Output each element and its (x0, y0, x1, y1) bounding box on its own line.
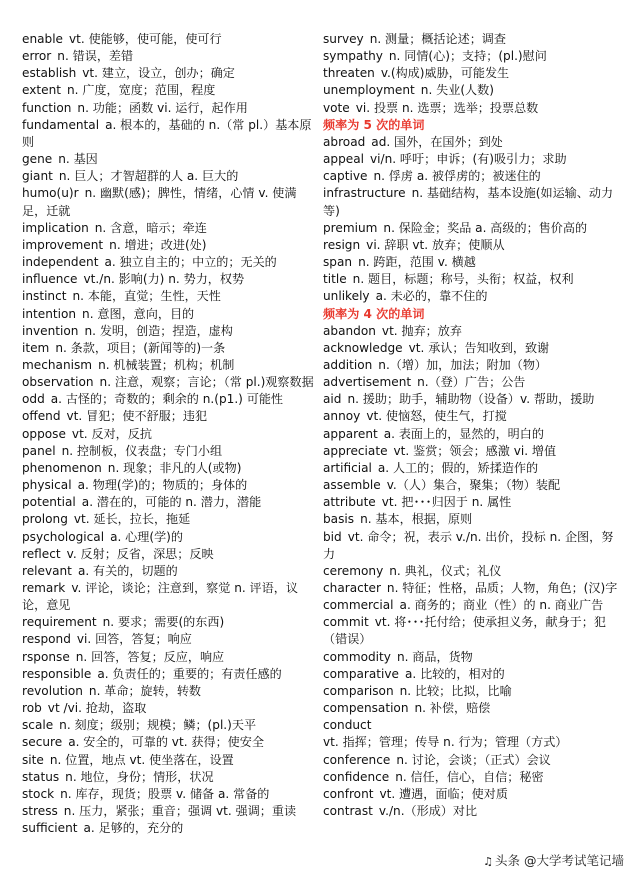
vocab-entry (22, 752, 318, 769)
vocab-word: respond (22, 632, 71, 647)
vocab-definition: vt. 使恼怒，使生气，打搅 (366, 409, 507, 424)
vocab-definition: a. 独立自主的；中立的；无关的 (104, 255, 277, 270)
vocab-definition: a. 比较的，相对的 (405, 666, 505, 681)
vocab-entry (22, 734, 318, 751)
vocab-definition: n. 援助；助手，辅助物（设备）v. 帮助，援助 (347, 392, 595, 407)
vocab-entry (22, 65, 318, 82)
vocab-definition: vt. 鉴赏；领会；感激 vi. 增值 (393, 443, 557, 458)
vocab-definition: vt./n. 影响(力) n. 势力，权势 (83, 272, 245, 287)
vocab-entry (323, 357, 619, 374)
vocab-definition: n. 要求；需要(的东西) (102, 615, 225, 630)
vocab-entry (323, 151, 619, 168)
vocab-entry (323, 340, 619, 357)
vocab-word: fundamental (22, 117, 100, 132)
vocab-definition: n. 题目，标题；称号，头衔；权益，权利 (352, 272, 574, 287)
vocab-definition: a. 物理(学)的；物质的；身体的 (77, 478, 248, 493)
vocab-entry (22, 323, 318, 340)
vocab-entry (22, 443, 318, 460)
vocab-word: rob (22, 701, 42, 716)
vocab-entry (22, 786, 318, 803)
vocab-word: contrast (323, 804, 373, 819)
vocab-entry (22, 288, 318, 305)
vocab-definition: a. 有关的，切题的 (77, 563, 178, 578)
vocab-word: comparative (323, 666, 399, 681)
vocab-word: phenomenon (22, 460, 102, 475)
vocab-word: artificial (323, 460, 372, 475)
vocab-definition: n. 控制板，仪表盘；专门小组 (61, 443, 223, 458)
vocab-entry (323, 185, 619, 219)
vocab-entry (22, 31, 318, 48)
vocab-definition: vt. 将･･･托付给；使承担义务，献身于；犯（错误） (323, 615, 606, 647)
vocab-definition: vt. 遭遇，面临；使对质 (379, 786, 508, 801)
vocab-entry (323, 477, 619, 494)
vocab-definition: n. 补偿，赔偿 (414, 701, 491, 716)
vocab-definition: a. 表面上的，显然的，明白的 (383, 426, 544, 441)
vocab-definition: ad. 国外，在国外；到处 (371, 134, 503, 149)
vocab-entry (22, 717, 318, 734)
vocab-definition: vt. 指挥；管理；传导 n. 行为；管理（方式） (323, 735, 568, 750)
vocab-entry (323, 408, 619, 425)
vocab-word: item (22, 340, 50, 355)
vocab-word: ceremony (323, 563, 384, 578)
vocab-word: enable (22, 32, 63, 46)
vocab-word: prolong (22, 512, 68, 527)
vocab-word: aid (323, 392, 342, 407)
vocab-definition: n. 同情(心)；支持；(pl.)慰问 (388, 49, 547, 64)
vocab-definition: n. 错误，差错 (57, 49, 134, 64)
vocab-entry (22, 563, 318, 580)
vocab-word: compensation (323, 701, 409, 716)
vocab-definition: n. 信任，信心，自信；秘密 (395, 769, 544, 784)
vocab-definition: n. 增进；改进(处) (109, 237, 207, 252)
vocab-word: span (323, 255, 353, 270)
vocab-entry (323, 717, 619, 751)
vocab-word: stock (22, 786, 55, 801)
vocab-definition: vt. 使能够，使可能，使可行 (69, 32, 222, 46)
vocab-entry (323, 168, 619, 185)
vocab-definition: v. 反射；反省，深思；反映 (66, 546, 214, 561)
vocab-entry (22, 271, 318, 288)
vocab-definition: vt. 延长，拉长，拖延 (73, 512, 191, 527)
vocab-entry (22, 649, 318, 666)
vocab-definition: n. 地位，身份；情形，状况 (65, 769, 214, 784)
vocab-word: function (22, 100, 72, 115)
vocab-entry (22, 683, 318, 700)
vocab-entry (22, 151, 318, 168)
vocab-entry (323, 752, 619, 769)
vocab-word: bid (323, 529, 342, 544)
vocab-word: attribute (323, 495, 376, 510)
vocab-definition: vi. 辞职 vt. 放弃；使顺从 (366, 237, 505, 252)
vocab-entry (323, 580, 619, 597)
vocab-entry (323, 65, 619, 82)
vocab-word: apparent (323, 426, 378, 441)
vocab-word: resign (323, 237, 361, 252)
vocab-word: error (22, 49, 52, 64)
vocab-definition: a. 根本的，基础的 n.（常 pl.）基本原则 (22, 117, 312, 149)
vocab-entry (323, 529, 619, 563)
vocab-word: humo(u)r (22, 186, 79, 201)
vocab-entry (323, 237, 619, 254)
vocab-definition: n.（增）加，加法；附加（物） (378, 357, 548, 372)
vocab-entry (22, 357, 318, 374)
vocab-entry (22, 100, 318, 117)
vocab-definition: vt. 把･･･归因于 n. 属性 (381, 495, 512, 510)
vocab-definition: n. 发明，创造；捏造，虚构 (84, 323, 233, 338)
vocab-word: instinct (22, 289, 67, 304)
vocab-definition: n. 压力，紧张；重音；强调 vt. 强调；重读 (63, 804, 297, 819)
vocab-entry (323, 100, 619, 117)
vocab-word: extent (22, 83, 61, 98)
vocab-entry (323, 700, 619, 717)
vocab-entry (323, 511, 619, 528)
vocab-entry (22, 477, 318, 494)
vocab-entry (323, 803, 619, 820)
vocab-word: annoy (323, 409, 361, 424)
vocab-entry (22, 48, 318, 65)
vocab-entry (22, 168, 318, 185)
vocab-word: scale (22, 718, 54, 733)
vocab-entry (22, 185, 318, 219)
vocab-definition: a. 商务的；商业（性）的 n. 商业广告 (399, 598, 604, 613)
vocab-entry (22, 408, 318, 425)
vocab-entry (323, 443, 619, 460)
vocab-definition: vt. 冒犯；使不舒服；违犯 (66, 409, 208, 424)
vocab-entry (22, 700, 318, 717)
vocab-definition: n. 回答，答复；反应，响应 (75, 649, 225, 664)
section-heading: 频率为 4 次的单词 (323, 306, 425, 321)
vocab-definition: vt. 承认；告知收到，致谢 (408, 340, 550, 355)
vocab-entry (22, 580, 318, 614)
vocab-word: commodity (323, 649, 391, 664)
vocab-definition: a. 安全的，可靠的 vt. 获得；使安全 (68, 735, 264, 750)
vocab-word: commercial (323, 598, 394, 613)
vocab-entry (323, 374, 619, 391)
vocab-definition: a. 足够的，充分的 (83, 821, 184, 836)
vocab-entry (323, 666, 619, 683)
vocab-entry (323, 460, 619, 477)
vocab-definition: n. 现象；非凡的人(或物) (107, 460, 242, 475)
vocab-definition: a. 心理(学)的 (110, 529, 183, 544)
vocab-word: responsible (22, 666, 92, 681)
vocab-entry (22, 614, 318, 631)
vocab-word: captive (323, 169, 368, 184)
vocab-word: status (22, 769, 60, 784)
vocab-word: invention (22, 323, 79, 338)
vocab-definition: n. 基本，根据，原则 (360, 512, 473, 527)
vocab-definition: n. 本能，直觉；生性，天性 (72, 289, 221, 304)
vocab-word: assemble (323, 478, 381, 493)
vocab-entry (323, 683, 619, 700)
vocab-definition: vt. 建立，设立，创办；确定 (82, 66, 235, 81)
vocab-entry (323, 82, 619, 99)
vocab-entry (22, 82, 318, 99)
vocab-definition: n. 典礼，仪式；礼仪 (389, 563, 502, 578)
watermark-text: 头条 @大学考试笔记墙 (495, 853, 624, 868)
vocab-definition: n. 基础结构，基本设施(如运输、动力等) (323, 186, 614, 218)
vocab-definition: vi. 投票 n. 选票；选举；投票总数 (355, 100, 539, 115)
vocab-word: confidence (323, 769, 390, 784)
right-column (323, 31, 619, 820)
vocab-entry (323, 288, 619, 305)
vocab-definition: n. 位置，地点 vt. 使坐落在，设置 (49, 752, 234, 767)
vocab-word: conduct (323, 718, 372, 733)
vocab-definition: a. 古怪的；奇数的；剩余的 n.(p1.) 可能性 (50, 392, 284, 407)
vocab-word: psychological (22, 529, 105, 544)
headphones-icon: ♫ (483, 855, 494, 868)
vocab-word: relevant (22, 563, 72, 578)
vocab-definition: n. 广度，宽度；范围，程度 (66, 83, 216, 98)
vocab-definition: n. 幽默(感)；脾性，情绪，心情 v. 使满足，迁就 (22, 186, 297, 218)
vocab-entry (323, 254, 619, 271)
vocab-word: reflect (22, 546, 61, 561)
vocab-definition: vt. 命令；祝，表示 v./n. 出价，投标 n. 企图，努力 (323, 529, 614, 561)
vocab-word: vote (323, 100, 350, 115)
vocab-entry (323, 391, 619, 408)
vocab-word: basis (323, 512, 355, 527)
vocab-word: title (323, 272, 347, 287)
vocab-word: offend (22, 409, 61, 424)
vocab-entry (22, 631, 318, 648)
vocab-definition: vi. 回答，答复；响应 (76, 632, 192, 647)
vocab-definition: n. 革命；旋转，转数 (88, 683, 202, 698)
vocab-word: stress (22, 804, 58, 819)
vocab-definition: n. 商品，货物 (396, 649, 473, 664)
vocab-word: acknowledge (323, 340, 403, 355)
vocab-definition: n. 意图，意向，目的 (82, 306, 195, 321)
vocab-word: establish (22, 66, 77, 81)
vocab-entry (22, 254, 318, 271)
vocab-definition: n. 俘虏 a. 被俘虏的；被迷住的 (373, 169, 541, 184)
vocab-entry (323, 31, 619, 48)
vocab-word: requirement (22, 615, 97, 630)
vocab-definition: n. 特征；性格，品质；人物，角色；(汉)字 (386, 581, 618, 595)
vocab-word: improvement (22, 237, 104, 252)
vocab-word: premium (323, 220, 378, 235)
vocab-entry (323, 769, 619, 786)
vocab-word: abandon (323, 323, 376, 338)
vocab-entry (323, 786, 619, 803)
vocab-word: oppose (22, 426, 66, 441)
vocab-word: implication (22, 220, 89, 235)
vocab-word: physical (22, 478, 72, 493)
vocab-entry (323, 220, 619, 237)
vocab-word: commit (323, 615, 369, 630)
vocab-entry (323, 271, 619, 288)
vocab-entry (22, 374, 318, 391)
vocab-definition: n. 功能；函数 vi. 运行，起作用 (77, 100, 248, 115)
vocab-word: sympathy (323, 49, 383, 64)
vocab-definition: vt /vi. 抢劫，盗取 (47, 701, 147, 716)
vocab-word: rsponse (22, 649, 70, 664)
vocab-word: potential (22, 495, 76, 510)
vocab-word: comparison (323, 683, 394, 698)
vocab-word: survey (323, 32, 364, 46)
vocab-entry (323, 48, 619, 65)
vocab-entry (22, 117, 318, 151)
vocab-definition: n. 失业(人数) (420, 83, 494, 98)
vocab-word: addition (323, 357, 373, 372)
vocab-word: unlikely (323, 289, 370, 304)
vocab-entry (22, 340, 318, 357)
vocab-entry (323, 563, 619, 580)
vocab-entry (323, 426, 619, 443)
vocab-definition: v. 评论，谈论；注意到，察觉 n. 评语，议论，意见 (22, 581, 298, 613)
vocab-definition: n. 保险金；奖品 a. 高级的；售价高的 (383, 220, 588, 235)
vocab-word: threaten (323, 66, 375, 81)
vocab-word: secure (22, 735, 63, 750)
vocab-definition: n. 机械装置；机构；机制 (98, 357, 235, 372)
vocab-definition: a. 潜在的，可能的 n. 潜力，潜能 (81, 495, 262, 510)
vocab-word: revolution (22, 683, 83, 698)
vocab-entry (22, 769, 318, 786)
vocab-definition: vt. 反对，反抗 (71, 426, 152, 441)
vocab-definition: n. 刻度；级别；规模；鳞；(pl.)天平 (59, 718, 257, 733)
vocab-entry (323, 649, 619, 666)
vocab-definition: n. 含意，暗示；牵连 (94, 220, 207, 235)
vocab-definition: a. 负责任的；重要的；有责任感的 (97, 666, 282, 681)
left-column (22, 31, 318, 837)
vocab-entry (22, 494, 318, 511)
vocab-entry (323, 614, 619, 648)
section-heading: 频率为 5 次的单词 (323, 117, 425, 132)
vocab-word: unemployment (323, 83, 415, 98)
vocab-definition: a. 未必的，靠不住的 (375, 289, 488, 304)
vocab-word: conference (323, 752, 391, 767)
vocab-definition: v.(构成)威胁，可能发生 (380, 66, 510, 81)
vocab-entry (323, 597, 619, 614)
vocab-entry (323, 134, 619, 151)
vocab-definition: n. 讨论，会谈；（正式）会议 (396, 752, 551, 767)
vocab-entry (22, 237, 318, 254)
vocab-word: sufficient (22, 821, 78, 836)
vocab-entry (22, 529, 318, 546)
vocab-entry (22, 666, 318, 683)
vocab-word: observation (22, 375, 94, 390)
watermark (481, 852, 626, 871)
vocab-word: infrastructure (323, 186, 406, 201)
vocab-word: panel (22, 443, 56, 458)
vocab-definition: n. 条款，项目；(新闻等的)一条 (55, 340, 226, 355)
vocab-word: advertisement (323, 375, 412, 390)
vocab-definition: n. 跨距，范围 v. 横越 (358, 255, 476, 270)
vocab-word: site (22, 752, 44, 767)
vocab-definition: n. 注意，观察；言论；（常 pl.)观察数据 (99, 375, 314, 390)
vocab-word: character (323, 581, 381, 595)
vocab-entry (22, 391, 318, 408)
vocab-definition: n. 库存，现货；股票 v. 储备 a. 常备的 (60, 786, 270, 801)
vocab-definition: n. 基因 (58, 152, 98, 167)
vocab-definition: n. 测量；概括论述；调查 (369, 32, 506, 46)
vocab-word: independent (22, 255, 99, 270)
vocab-word: abroad (323, 134, 366, 149)
vocab-entry (22, 460, 318, 477)
vocab-entry (22, 220, 318, 237)
vocab-entry (22, 820, 318, 837)
vocab-definition: v./n.（形成）对比 (378, 804, 478, 819)
vocab-definition: vi/n. 呼吁；申诉；(有)吸引力；求助 (369, 152, 567, 167)
vocab-word: appeal (323, 152, 364, 167)
vocab-word: remark (22, 581, 66, 595)
vocab-definition: n. 巨人；才智超群的人 a. 巨大的 (58, 169, 239, 184)
vocab-word: appreciate (323, 443, 388, 458)
vocab-definition: v.（人）集合，聚集；（物）装配 (386, 478, 561, 493)
vocab-word: mechanism (22, 357, 93, 372)
vocab-word: giant (22, 169, 53, 184)
vocab-word: influence (22, 272, 78, 287)
vocab-word: intention (22, 306, 77, 321)
vocab-word: confront (323, 786, 374, 801)
vocab-definition: n.（登）广告；公告 (417, 375, 526, 390)
vocab-entry (323, 323, 619, 340)
vocab-definition: n. 比较；比拟，比喻 (399, 683, 512, 698)
vocab-entry (323, 494, 619, 511)
vocab-entry (22, 306, 318, 323)
vocab-word: odd (22, 392, 45, 407)
vocab-entry (22, 511, 318, 528)
vocab-definition: vt. 抛弃；放弃 (381, 323, 462, 338)
vocab-entry (22, 546, 318, 563)
vocab-entry (22, 426, 318, 443)
vocab-entry (22, 803, 318, 820)
vocab-definition: a. 人工的；假的，矫揉造作的 (377, 460, 539, 475)
vocab-word: gene (22, 152, 53, 167)
